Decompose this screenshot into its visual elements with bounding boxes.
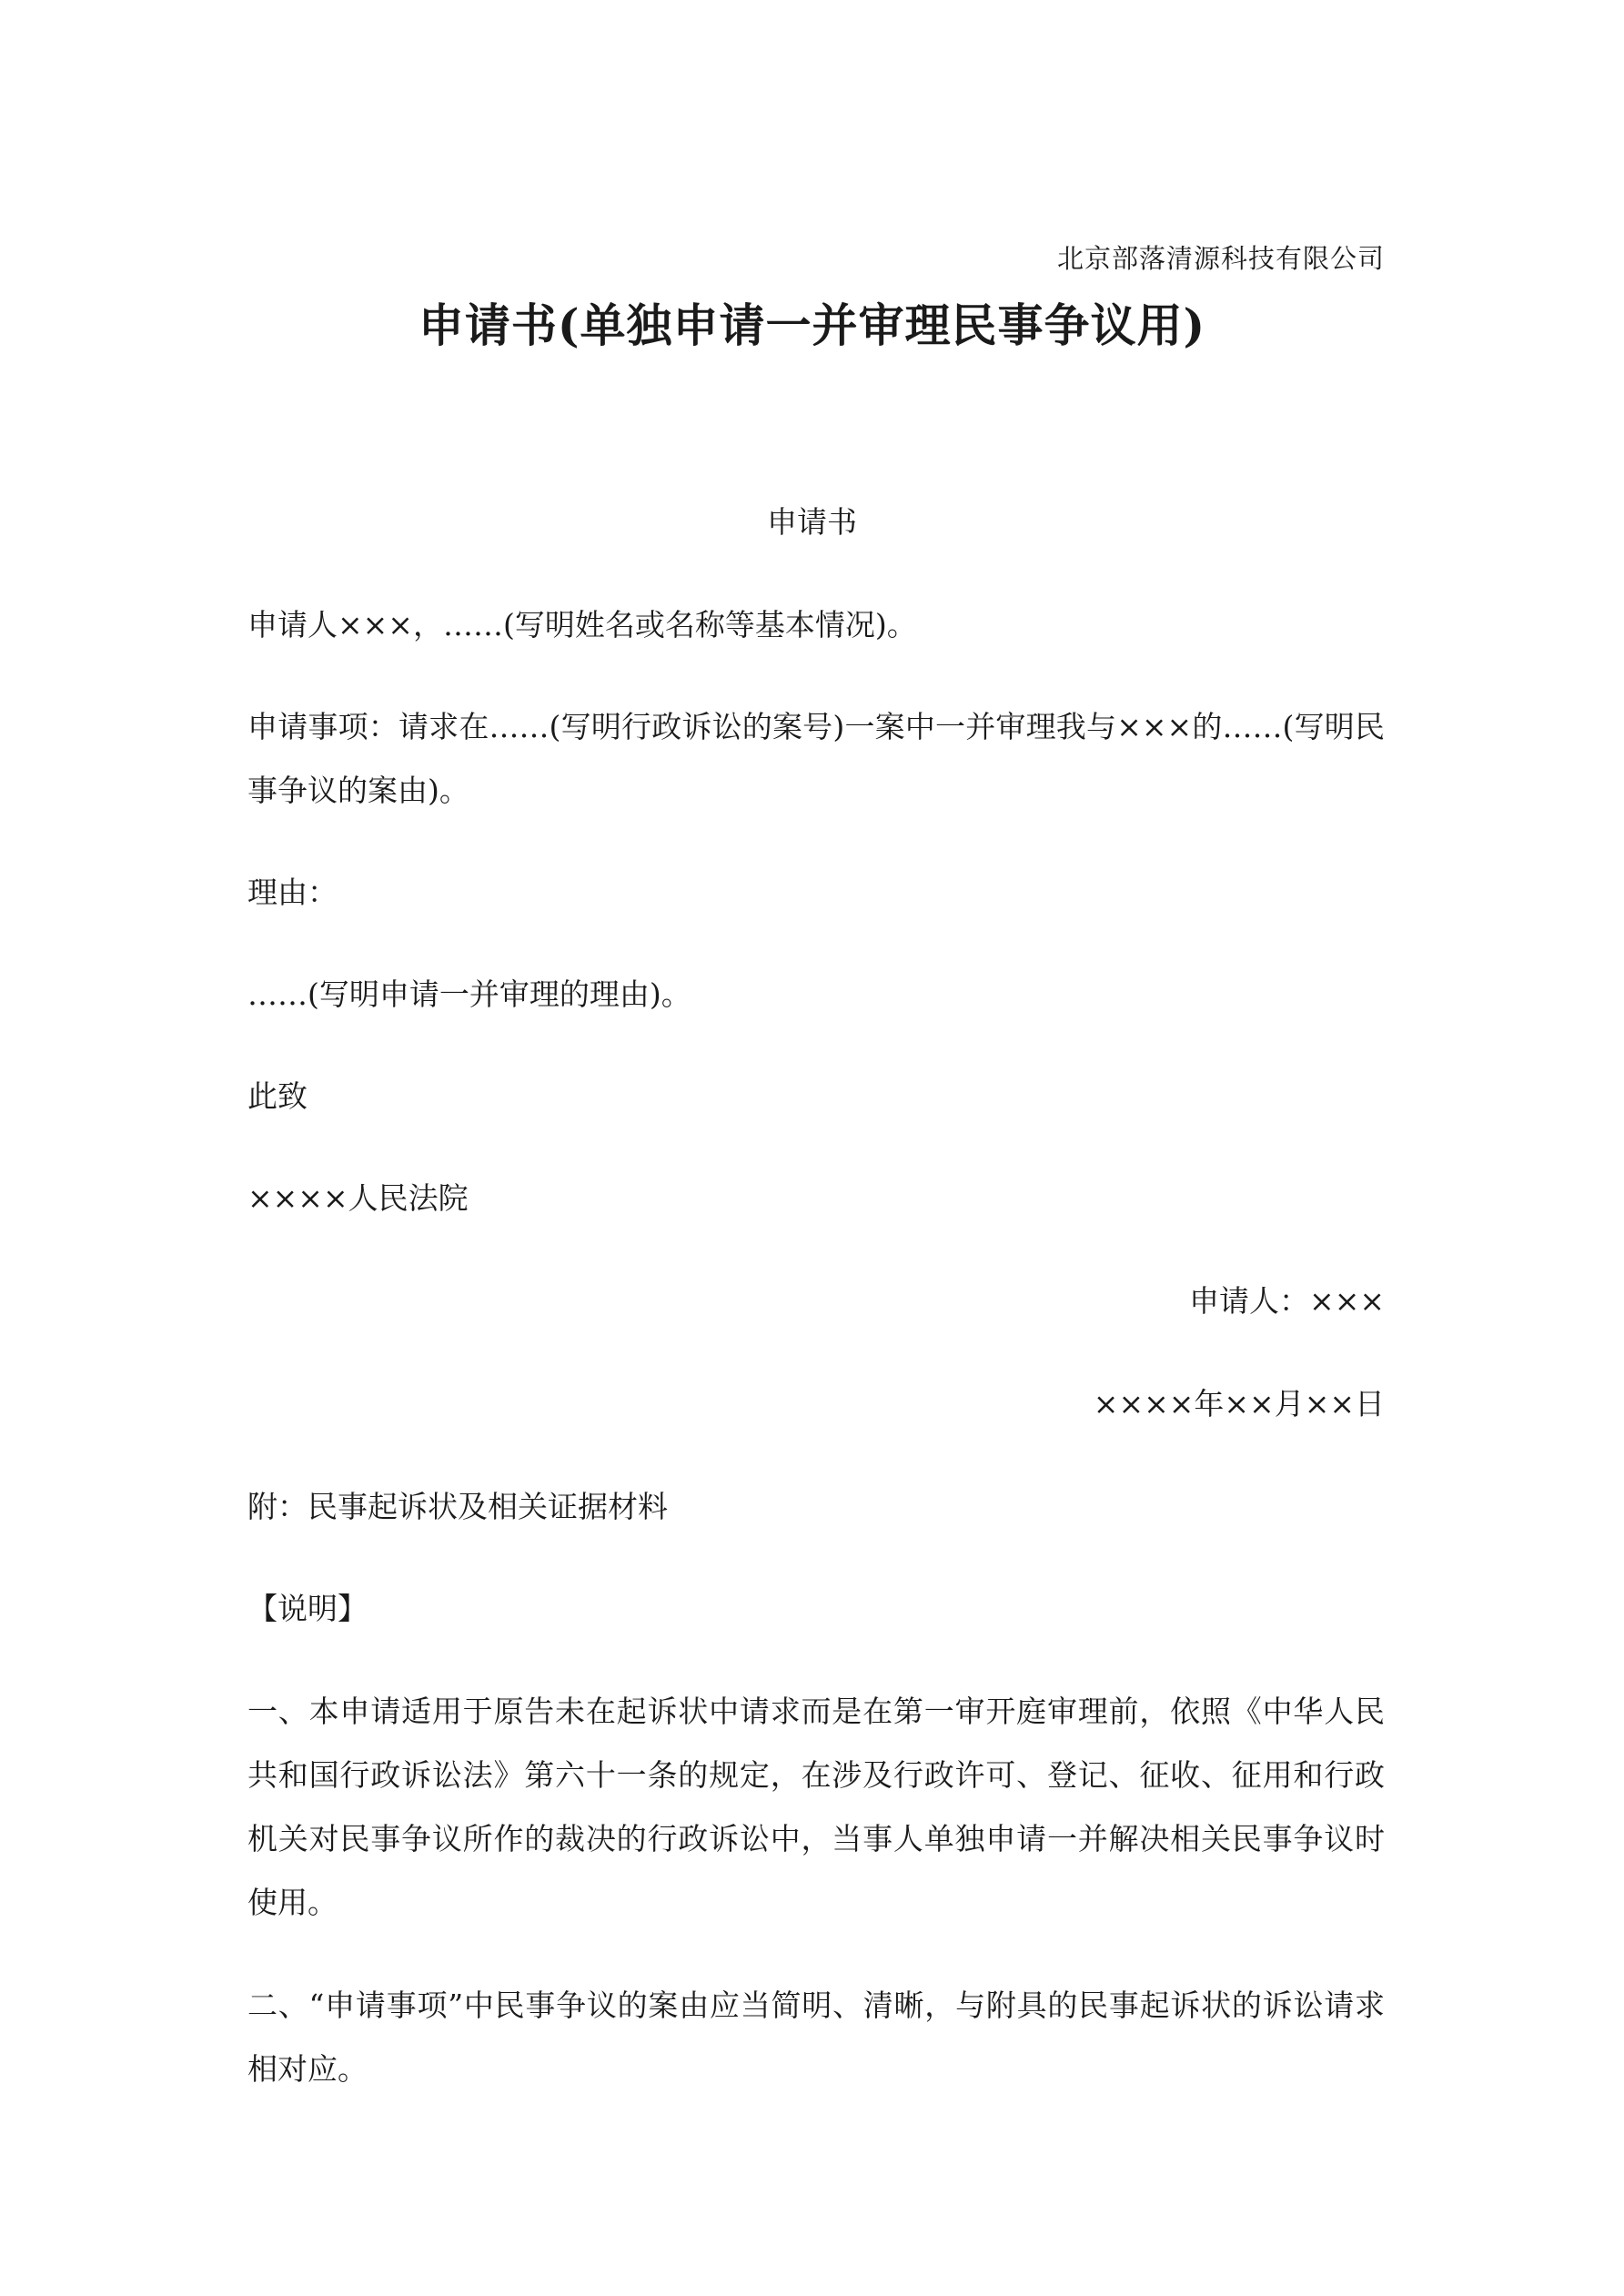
document-subtitle: 申请书: [767, 504, 857, 540]
attachment-line: 附：民事起诉状及相关证据材料: [247, 1489, 668, 1524]
document-title: 申请书(单独申请一并审理民事争议用): [418, 298, 1206, 352]
applicant-line: 申请人×××，……(写明姓名或名称等基本情况)。: [247, 607, 917, 642]
applicant-signature: 申请人：×××: [1189, 1283, 1385, 1319]
note-1: 一、本申请适用于原告未在起诉状中请求而是在第一审开庭审理前，依照《中华人民共和国行政诉讼法》第六十一条的规定，在涉及行政许可、登记、征收、征用和行政机关对民事争议所作的裁决的行政诉讼中，当事人单独申请一并解决相关民事争议时使用。: [247, 1694, 1385, 1920]
notes-heading: 【说明】: [247, 1591, 368, 1626]
court-name: ××××人民法院: [247, 1180, 469, 1216]
company-header: 北京部落清源科技有限公司: [1056, 243, 1385, 274]
request-line: 申请事项：请求在……(写明行政诉讼的案号)一案中一并审理我与×××的……(写明民事争议的案由)。: [247, 709, 1385, 808]
signature-date: ××××年××月××日: [1093, 1386, 1385, 1421]
reason-text: ……(写明申请一并审理的理由)。: [247, 976, 691, 1012]
note-2: 二、“申请事项”中民事争议的案由应当简明、清晰，与附具的民事起诉状的诉讼请求相对应。: [247, 1988, 1385, 2087]
salutation: 此致: [247, 1078, 308, 1114]
reason-label: 理由：: [247, 875, 338, 910]
